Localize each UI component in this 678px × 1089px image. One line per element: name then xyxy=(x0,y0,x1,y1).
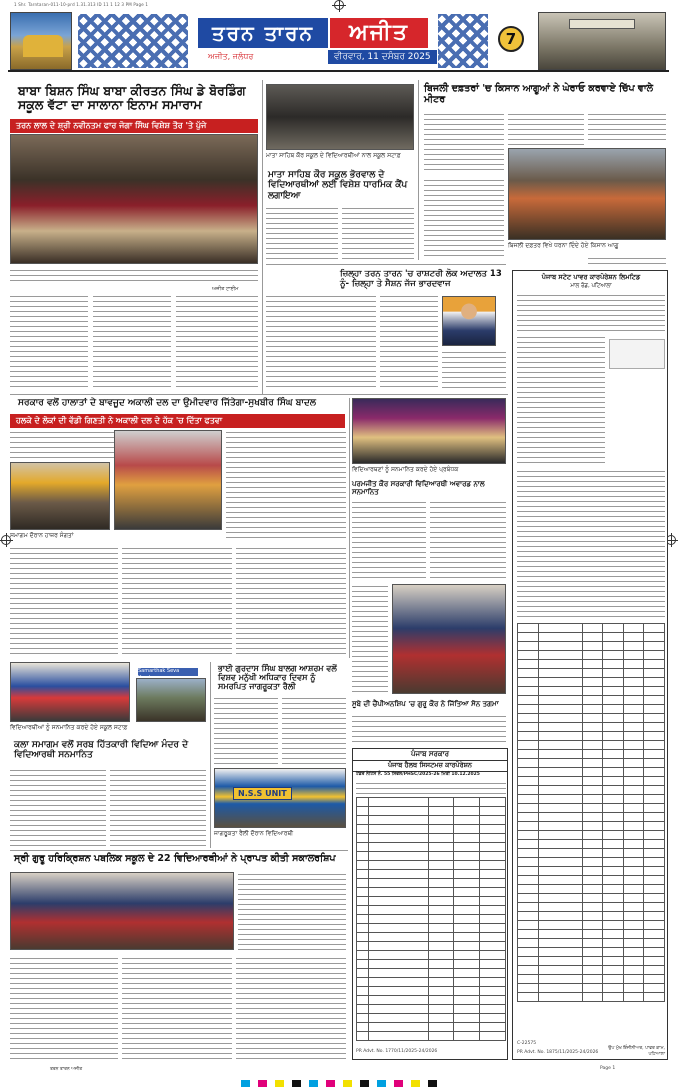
notice-subtitle: ਮਾਲ ਰੋਡ, ਪਟਿਆਲਾ xyxy=(570,283,612,289)
article-8-headline: ਭਾਈ ਗੁਰਦਾਸ ਸਿੰਘ ਬਾਲਗ ਆਸ਼ਰਮ ਵਲੋਂ ਵਿਸ਼ਵ ਮਨੁੱਖੀ ਅਧਿਕਾਰ ਦਿਵਸ ਨੂੰ ਸਮਰਪਿਤ ਜਾਗਰੂਕਤਾ ਰੈਲੀ xyxy=(218,664,337,692)
article-3-caption: ਬਿਜਲੀ ਦਫ਼ਤਰ ਵਿਖੇ ਧਰਨਾ ਦਿੰਦੇ ਹੋਏ ਕਿਸਾਨ ਆਗੂ xyxy=(508,242,619,249)
article-9-photo xyxy=(10,872,234,950)
article-4-col-1 xyxy=(266,294,376,390)
article-3-col-3 xyxy=(588,112,666,144)
masthead-pattern-right xyxy=(438,14,488,68)
article-4-headline: ਜ਼ਿਲ੍ਹਾ ਤਰਨ ਤਾਰਨ 'ਚ ਰਾਸ਼ਟਰੀ ਲੋਕ ਅਦਾਲਤ 13 ਨੂੰ- ਜ਼ਿਲ੍ਹਾ ਤੇ ਸੈਸ਼ਨ ਜੱਜ ਭਾਰਦਵਾਜ xyxy=(340,269,502,289)
print-color-bar xyxy=(0,1078,677,1089)
article-10-col-1 xyxy=(352,584,388,694)
article-10-headline: ਸੂਬੇ ਦੀ ਚੈਂਪੀਅਨਸ਼ਿਪ 'ਚ ਗੁਰੂ ਕੌਰ ਨੇ ਜਿੱਤਿਆ ਸੋਨ ਤਗਮਾ xyxy=(352,700,499,708)
article-7-caption: ਵਿਦਿਆਰਥੀਆਂ ਨੂੰ ਸਨਮਾਨਿਤ ਕਰਦੇ ਹੋਏ ਸਕੂਲ ਸਟਾਫ਼ xyxy=(10,724,128,731)
article-3-col-3b xyxy=(588,256,666,268)
footer-left: ਤਰਨ ਤਾਰਨ ਅਜੀਤ xyxy=(50,1067,83,1072)
article-8-col-1 xyxy=(214,696,278,764)
registration-mark-icon xyxy=(334,0,344,10)
column-rule xyxy=(418,80,419,260)
column-rule xyxy=(349,398,350,658)
article-9-col-1 xyxy=(10,956,118,1060)
judge-portrait-photo xyxy=(442,296,496,346)
article-3-photo xyxy=(508,148,666,240)
masthead-date: ਵੀਰਵਾਰ, 11 ਦਸੰਬਰ 2025 xyxy=(328,50,437,64)
article-5-photo-2 xyxy=(114,430,222,530)
article-3-col-1b xyxy=(424,178,504,260)
article-1-caption-lines xyxy=(10,268,258,284)
article-8-photo xyxy=(214,768,346,828)
row-rule xyxy=(10,394,508,395)
article-2-headline: ਮਾਤਾ ਸਾਹਿਬ ਕੌਰ ਸਕੂਲ ਭੋਰਵਾਲ ਦੇ ਵਿਦਿਆਰਥੀਆਂ ਲਈ ਵਿਸ਼ੇਸ਼ ਧਾਰਮਿਕ ਕੈਂਪ ਲਗਾਇਆ xyxy=(268,170,408,201)
article-8-col-2 xyxy=(282,696,346,764)
gov-notice-subtitle: ਪੰਜਾਬ ਹੈਲਥ ਸਿਸਟਮਜ਼ ਕਾਰਪੋਰੇਸ਼ਨ xyxy=(353,760,507,772)
article-3-col-1 xyxy=(424,112,504,174)
gov-notice-title: ਪੰਜਾਬ ਸਰਕਾਰ xyxy=(353,749,507,761)
article-5-col-a xyxy=(10,546,118,658)
article-10-body xyxy=(352,714,506,744)
notice-conditions xyxy=(517,469,665,619)
article-7-banner: Samarthak Seva xyxy=(138,668,198,676)
article-4-col-3 xyxy=(442,350,506,390)
gov-notice-table xyxy=(356,797,506,1041)
article-1-photo xyxy=(10,134,258,264)
article-5-headline: ਸਰਕਾਰ ਵਲੋਂ ਹਾਲਾਤਾਂ ਦੇ ਬਾਵਜੂਦ ਅਕਾਲੀ ਦਲ ਦਾ ਉਮੀਦਵਾਰ ਜਿੱਤੇਗਾ-ਸੁਖਬੀਰ ਸਿੰਘ ਬਾਦਲ xyxy=(18,398,316,408)
article-1-headline: ਬਾਬਾ ਬਿਸ਼ਨ ਸਿੰਘ ਬਾਬਾ ਕੀਰਤਨ ਸਿੰਘ ਡੇ ਬੋਰਡਿੰਗ ਸਕੂਲ ਵੱਟਾ ਦਾ ਸਾਲਾਨਾ ਇਨਾਮ ਸਮਾਰਾਮ xyxy=(18,83,246,113)
article-5-col-c xyxy=(236,546,346,658)
article-1-subhead: ਤਰਨ ਲਾਲ ਦੇ ਸ਼੍ਰੀ ਨਵੀਨਤਮ ਫਾਰ ਜੋਗਾ ਸਿੰਘ ਵਿਸ਼ੇਸ਼ ਤੌਰ 'ਤੇ ਪੁੱਜੇ xyxy=(10,119,258,133)
article-5-caption: ਸਮਾਗਮ ਦੌਰਾਨ ਹਾਜ਼ਰ ਸੰਗਤਾਂ xyxy=(10,532,74,539)
notice-seal xyxy=(609,339,665,369)
notice-list xyxy=(517,335,605,465)
masthead xyxy=(8,10,669,72)
masthead-title-paper: ਅਜੀਤ xyxy=(330,18,428,48)
masthead-tagline: ਅਜੀਤ, ਜਲੰਧਰ xyxy=(208,52,254,61)
page-number: 7 xyxy=(498,26,524,52)
row-rule xyxy=(266,264,506,265)
article-2-caption: ਮਾਤਾ ਸਾਹਿਬ ਕੌਰ ਸਕੂਲ ਦੇ ਵਿਦਿਆਰਥੀਆਂ ਨਾਲ ਸਕੂਲ ਸਟਾਫ਼ xyxy=(266,152,401,159)
article-6-col-2 xyxy=(430,500,506,578)
article-10-photo xyxy=(392,584,506,694)
article-7-col-2 xyxy=(110,768,206,846)
article-6-photo xyxy=(352,398,506,464)
column-rule xyxy=(262,80,263,394)
article-1-byline: ਅਜੀਤ ਟਾਈਮ xyxy=(212,286,239,292)
article-9-col-2 xyxy=(122,956,232,1060)
article-2-photo xyxy=(266,84,414,150)
masthead-photo-right xyxy=(538,12,666,70)
article-6-headline: ਪਰਮਜੀਤ ਕੌਰ ਸਰਕਾਰੀ ਵਿਦਿਆਰਥੀ ਅਵਾਰਡ ਨਾਲ ਸਨਮਾਨਿਤ xyxy=(352,480,485,497)
notice-pr-number: PR Advt. No. 1875/11/2025-24/2026 xyxy=(517,1050,599,1055)
article-2-col-2 xyxy=(342,206,414,262)
golden-temple-photo xyxy=(10,12,72,70)
nss-unit-banner: N.S.S UNIT xyxy=(233,787,292,800)
article-3-headline: ਬਿਜਲੀ ਦਫ਼ਤਰਾਂ 'ਚ ਕਿਸਾਨ ਆਗੂਆਂ ਨੇ ਘੇਰਾਓ ਕਰਵਾਏ ਚਿੱਪ ਵਾਲੇ ਮੀਟਰ xyxy=(424,83,654,105)
article-5-photo-1 xyxy=(10,462,110,530)
column-rule xyxy=(210,662,211,848)
article-5-subhead: ਹਲਕੇ ਦੇ ਲੋਕਾਂ ਦੀ ਵੱਡੀ ਗਿਣਤੀ ਨੇ ਅਕਾਲੀ ਦਲ ਦੇ ਹੱਕ 'ਚ ਦਿੱਤਾ ਫਤਵਾ xyxy=(10,414,345,428)
notice-intro xyxy=(517,293,665,333)
article-1-col-3 xyxy=(176,294,258,390)
notice-title: ਪੰਜਾਬ ਸਟੇਟ ਪਾਵਰ ਕਾਰਪੋਰੇਸ਼ਨ ਲਿਮਟਿਡ xyxy=(541,273,641,281)
article-5-col-2 xyxy=(226,430,346,542)
article-4-col-2 xyxy=(380,294,438,390)
power-corporation-notice xyxy=(512,270,668,1060)
article-1-col-2 xyxy=(93,294,171,390)
article-7-headline: ਕਲਾ ਸਮਾਗਮ ਵਲੋਂ ਸਰਬ ਹਿੱਤਕਾਰੀ ਵਿਦਿਆ ਮੰਦਰ ਦੇ ਵਿਦਿਆਰਥੀ ਸਨਮਾਨਿਤ xyxy=(14,740,189,761)
notice-schedule-table xyxy=(517,623,665,1002)
gov-notice-intro xyxy=(356,781,506,795)
article-6-caption: ਵਿਦਿਆਰਥਣਾਂ ਨੂੰ ਸਨਮਾਨਿਤ ਕਰਦੇ ਹੋਏ ਪ੍ਰਬੰਧਕ xyxy=(352,466,459,473)
health-corporation-notice xyxy=(352,748,508,1060)
article-8-caption: ਜਾਗਰੂਕਤਾ ਰੈਲੀ ਦੌਰਾਨ ਵਿਦਿਆਰਥੀ xyxy=(214,830,294,837)
masthead-pattern-left xyxy=(78,14,188,68)
article-9-col-top xyxy=(238,872,346,950)
masthead-title-city: ਤਰਨ ਤਾਰਨ xyxy=(198,18,328,48)
article-7-col-1 xyxy=(10,768,106,846)
print-slug: 1 Shr. Tarntaran-011-10-prd 1.31.313 ID 11 1 12 3 PM Page 1 xyxy=(14,2,149,7)
footer-right: Page 1 xyxy=(600,1066,616,1071)
article-2-col-1 xyxy=(266,206,338,262)
notice-code: C-22575 xyxy=(517,1041,537,1046)
gov-notice-ref: ਟੈਂਡਰ ਨੋਟਿਸ ਨੰ. 55 ਸਿਵਲ/PHSC/2025-26 ਮਿਤੀ 10.12.2025 xyxy=(356,772,480,777)
notice-signatory: ਉਪ ਮੁੱਖ ਇੰਜੀਨੀਅਰ, ਪਾਵਰ ਕਾਮ, ਪਟਿਆਲਾ xyxy=(608,1046,665,1057)
article-7-photo xyxy=(10,662,130,722)
article-7-photo-2 xyxy=(136,678,206,722)
article-6-col-1 xyxy=(352,500,426,578)
article-1-col-1 xyxy=(10,294,88,390)
gov-notice-pr-number: PR Advt. No. 1770/11/2025-24/2026 xyxy=(356,1049,438,1054)
article-5-intro xyxy=(10,430,118,460)
article-9-headline: ਸ੍ਰੀ ਗੁਰੂ ਹਰਿਕ੍ਰਿਸ਼ਨ ਪਬਲਿਕ ਸਕੂਲ ਦੇ 22 ਵਿਦਿਆਰਥੀਆਂ ਨੇ ਪ੍ਰਾਪਤ ਕੀਤੀ ਸਕਾਲਰਸ਼ਿਪ xyxy=(14,853,336,864)
article-5-col-b xyxy=(122,546,232,658)
row-rule xyxy=(10,850,348,851)
article-9-col-3 xyxy=(236,956,346,1060)
